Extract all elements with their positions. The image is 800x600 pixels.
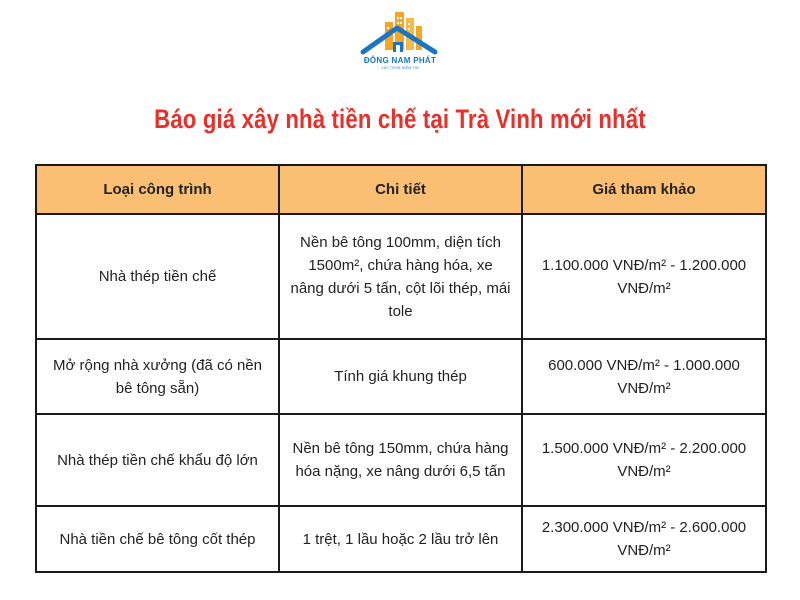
brand-tagline: XÂY TRỌN NIỀM TIN <box>381 66 419 70</box>
cell-detail: 1 trệt, 1 lầu hoặc 2 lầu trở lên <box>279 506 522 572</box>
cell-detail: Nền bê tông 100mm, diện tích 1500m², chứa hàng hóa, xe nâng dưới 5 tấn, cột lõi thép, mái tole <box>279 214 522 339</box>
table-row <box>36 414 766 506</box>
cell-price: 600.000 VNĐ/m² - 1.000.000 VNĐ/m² <box>522 339 766 414</box>
cell-type: Nhà tiền chế bê tông cốt thép <box>36 506 279 572</box>
cell-detail: Nền bê tông 150mm, chứa hàng hóa nặng, xe nâng dưới 6,5 tấn <box>279 414 522 506</box>
cell-price: 1.100.000 VNĐ/m² - 1.200.000 VNĐ/m² <box>522 214 766 339</box>
table-row <box>36 506 766 572</box>
table-row <box>36 214 766 339</box>
table-header-row <box>36 165 766 214</box>
cell-type: Mở rộng nhà xưởng (đã có nền bê tông sẵn) <box>36 339 279 414</box>
cell-price: 2.300.000 VNĐ/m² - 2.600.000 VNĐ/m² <box>522 506 766 572</box>
cell-type: Nhà thép tiền chế khẩu độ lớn <box>36 414 279 506</box>
price-table <box>35 164 767 573</box>
page-title: Báo giá xây nhà tiền chế tại Trà Vinh mới nhất <box>154 104 646 134</box>
cell-type: Nhà thép tiền chế <box>36 214 279 339</box>
table-row <box>36 339 766 414</box>
header-cell-detail: Chi tiết <box>279 165 522 214</box>
header-cell-type: Loại công trình <box>36 165 279 214</box>
header-cell-price: Giá tham khảo <box>522 165 766 214</box>
cell-price: 1.500.000 VNĐ/m² - 2.200.000 VNĐ/m² <box>522 414 766 506</box>
cell-detail: Tính giá khung thép <box>279 339 522 414</box>
brand-name: ĐÔNG NAM PHÁT <box>363 56 437 65</box>
